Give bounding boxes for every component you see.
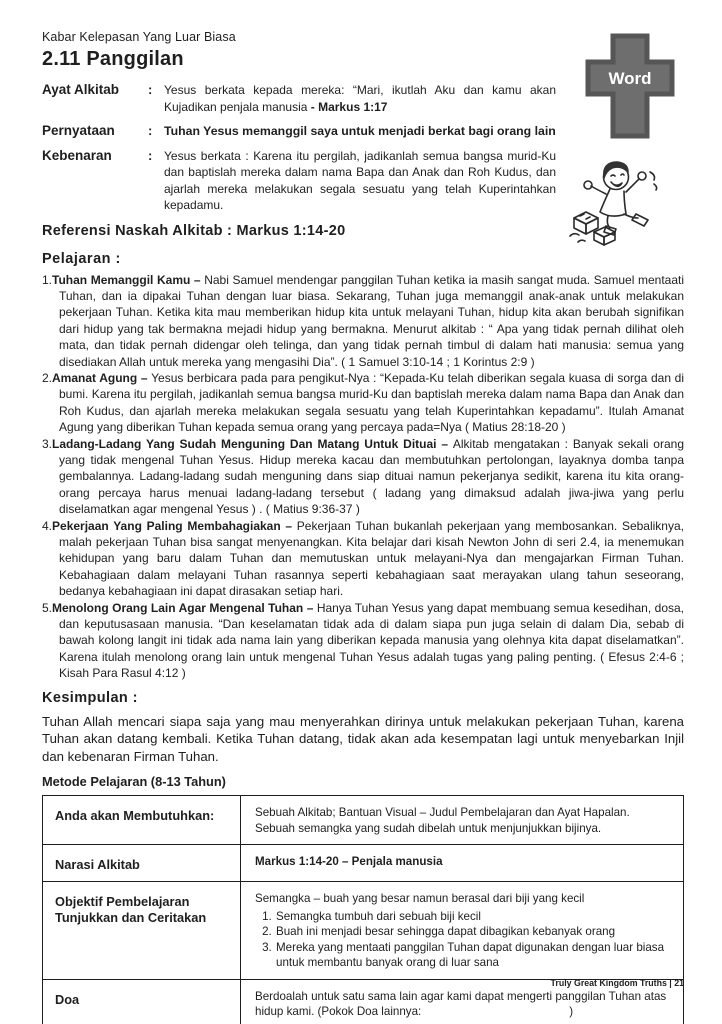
table-row [43,845,684,882]
page-footer: Truly Great Kingdom Truths | 21 [550,978,684,988]
kesimpulan-text: Tuhan Allah mencari siapa saja yang mau menyerahkan dirinya untuk melakukan pekerjaan Tuhan, karena Tuhan akan datang kembali. Ketika Tuhan datang, tidak akan ada kesempatan lagi untuk menyebarkan Injil dan kebenaran Firman Tuhan. [42,713,684,764]
referensi-heading: Referensi Naskah Alkitab : Markus 1:14-20 [42,222,346,239]
item-number: 3. [42,436,53,451]
list-item [42,600,684,682]
row-content: Markus 1:14-20 – Penjala manusia [241,845,684,882]
item-body: Alkitab mengatakan : Banyak sekali orang yang tidak mengenal Tuhan Yesus. Hidup mereka kacau dan membutuhkan pertolongan, layaknya domba tanpa gembalannya. Ladang-ladang sudah menguning dans siap dituai namun pekerjanya sedikit, karena itu kita orang-orang percaya harus menuai ladang-ladang tersebut ( ladang yang dimaksud adalah jiwa-jiwa yang perlu diselamatkan agar mengenal Yesus ) . ( Matius 9:36-37 ) [59,436,684,517]
kebenaran-colon: : [148,147,153,163]
objektif-list-item: 3. Mereka yang mentaati panggilan Tuhan dapat digunakan dengan luar biasa untuk membantu banyak orang di luar sana [275,940,671,971]
doa-text-suffix: ) [569,1005,574,1019]
item-number: 1. [42,272,53,287]
cross-word-label: Word [608,69,652,88]
item-number: 2. [42,370,53,385]
kebenaran-text: Yesus berkata : Karena itu pergilah, jadikanlah semua bangsa murid-Ku dan baptislah mereka dalam nama Bapa dan Anak dan Roh Kudus, dan ajarlah mereka melakukan segala sesuatu yang telah Kuperintahkan kepadamu. [164,148,556,212]
pernyataan-colon: : [148,123,153,138]
pernyataan-label: Pernyataan [42,123,115,138]
ayat-alkitab-label: Ayat Alkitab [42,82,120,97]
word-cross-icon [584,32,676,140]
row-label: Narasi Alkitab [43,845,241,882]
objektif-list-item: 2. Buah ini menjadi besar sehingga dapat dibagikan kebanyak orang [275,924,671,940]
row-content [241,882,684,980]
row-content: Sebuah Alkitab; Bantuan Visual – Judul Pembelajaran dan Ayat Hapalan. Sebuah semangka yang sudah dibelah untuk menjunjukkan bijinya. [241,796,684,845]
ayat-alkitab-colon: : [148,82,153,97]
item-title: Amanat Agung – [52,370,152,385]
item-title: Ladang-Ladang Yang Sudah Menguning Dan Matang Untuk Dituai – [52,436,453,451]
table-row [43,796,684,845]
item-title: Menolong Orang Lain Agar Mengenal Tuhan – [52,600,317,615]
item-title: Pekerjaan Yang Paling Membahagiakan – [52,518,297,533]
list-item [42,436,684,518]
list-item [42,518,684,600]
item-body: Nabi Samuel mendengar panggilan Tuhan ketika ia masih sangat muda. Samuel mentaati Tuhan, dan ia dipakai Tuhan dengan luar biasa. Sekarang, Tuhan juga memanggil anak-anak untuk melakukan pekerjaan Tuhan. Ketika kita mau memberikan hidup kita untuk melayani Tuhan, hidup kita akan berubah signifikan dari hidup yang tak bermakna mejadi hidup yang bermakna. Menurut alkitab : “ Apa yang tidak pernah dilihat oleh mata, dan tidak pernah didengar oleh telinga, dan yang tidak pernah timbul di dalam hati manusia: semua yang disediakan Allah untuk mereka yang mengasihi Dia”. ( 1 Samuel 3:10-14 ; 1 Korintus 2:9 ) [59,272,685,369]
kebenaran-label: Kebenaran [42,147,112,163]
series-title: Kabar Kelepasan Yang Luar Biasa [42,30,236,44]
metode-heading: Metode Pelajaran (8-13 Tahun) [42,774,226,790]
ayat-alkitab-text [164,82,556,115]
item-number: 4. [42,518,53,533]
list-item [42,272,684,370]
metode-table [42,795,684,1024]
item-body: Yesus berbicara pada para pengikut-Nya : “Kepada-Ku telah diberikan segala kuasa di sorga dan di bumi. Karena itu pergilah, jadikanlah semua bangsa murid-Ku dan baptislah mereka dalam nama Bapa dan Anak dan Roh Kudus, dan ajarlah mereka melakukan segala sesuatu yang telah Kuperintahkan kepadamu”. Itulah Amanat Agung yang diberikan Tuhan kepada semua orang yang percaya pada=Nya ( Matius 28:18-20 ) [59,370,684,435]
pelajaran-heading: Pelajaran : [42,250,121,267]
row-label: Objektif Pembelajaran Tunjukkan dan Ceritakan [43,882,241,980]
kesimpulan-heading: Kesimpulan : [42,689,138,706]
objektif-list-item: 1. Semangka tumbuh dari sebuah biji kecil [275,909,671,925]
item-title: Tuhan Memanggil Kamu – [52,272,205,287]
objektif-intro: Semangka – buah yang besar namun berasal dari biji yang kecil [255,892,585,906]
ayat-verse-reference: - Markus 1:17 [310,99,388,114]
pernyataan-text: Tuhan Yesus memanggil saya untuk menjadi berkat bagi orang lain [164,124,556,138]
ayat-verse-text: Yesus berkata kepada mereka: “Mari, ikutlah Aku dan kamu akan Kujadikan penjala manusia [164,83,556,114]
list-item [42,370,684,436]
item-number: 5. [42,600,53,615]
jumping-child-illustration [566,156,668,248]
doa-text: Berdoalah untuk satu sama lain agar kami dapat mengerti panggilan Tuhan atas hidup kami. (Pokok Doa lainnya: [255,989,667,1019]
item-body: Pekerjaan Tuhan bukanlah pekerjaan yang membosankan. Sebaliknya, malah pekerjaan Tuhan bisa sangat menyenangkan. Kita belajar dari kisah Newton John di seri 2.4, ia menemukan kehidupan yang baru dalam Tuhan dan memutuskan untuk melayani-Nya dan mengajarkan Firman Tuhan. Kebahagiaan dalam melayani Tuhan rasannya seperti kebahagiaan saat merayakan ulang tahun seseorang, bedanya kebahagiaan ini dapat dirasakan setiap hari. [59,518,684,599]
pelajaran-list [42,272,684,682]
row-label: Doa [43,979,241,1024]
objektif-list [261,909,671,971]
item-body: Hanya Tuhan Yesus yang dapat membuang semua kesedihan, dosa, dan keputusasaan manusia. “Dan keselamatan tidak ada di dalam siapa pun juga selain di dalam Dia, sebab di bawah kolong langit ini tidak ada nama lain yang diberikan kepada manusia yang olehnya kita dapat diselamatkan”. Karena itulah menolong orang lain untuk mengenal Tuhan Yesus adalah tugas yang paling penting. ( Efesus 2:4-6 ; Kisah Para Rasul 4:12 ) [59,600,684,681]
row-label: Anda akan Membutuhkan: [43,796,241,845]
table-row [43,882,684,980]
lesson-title: 2.11 Panggilan [42,48,184,70]
